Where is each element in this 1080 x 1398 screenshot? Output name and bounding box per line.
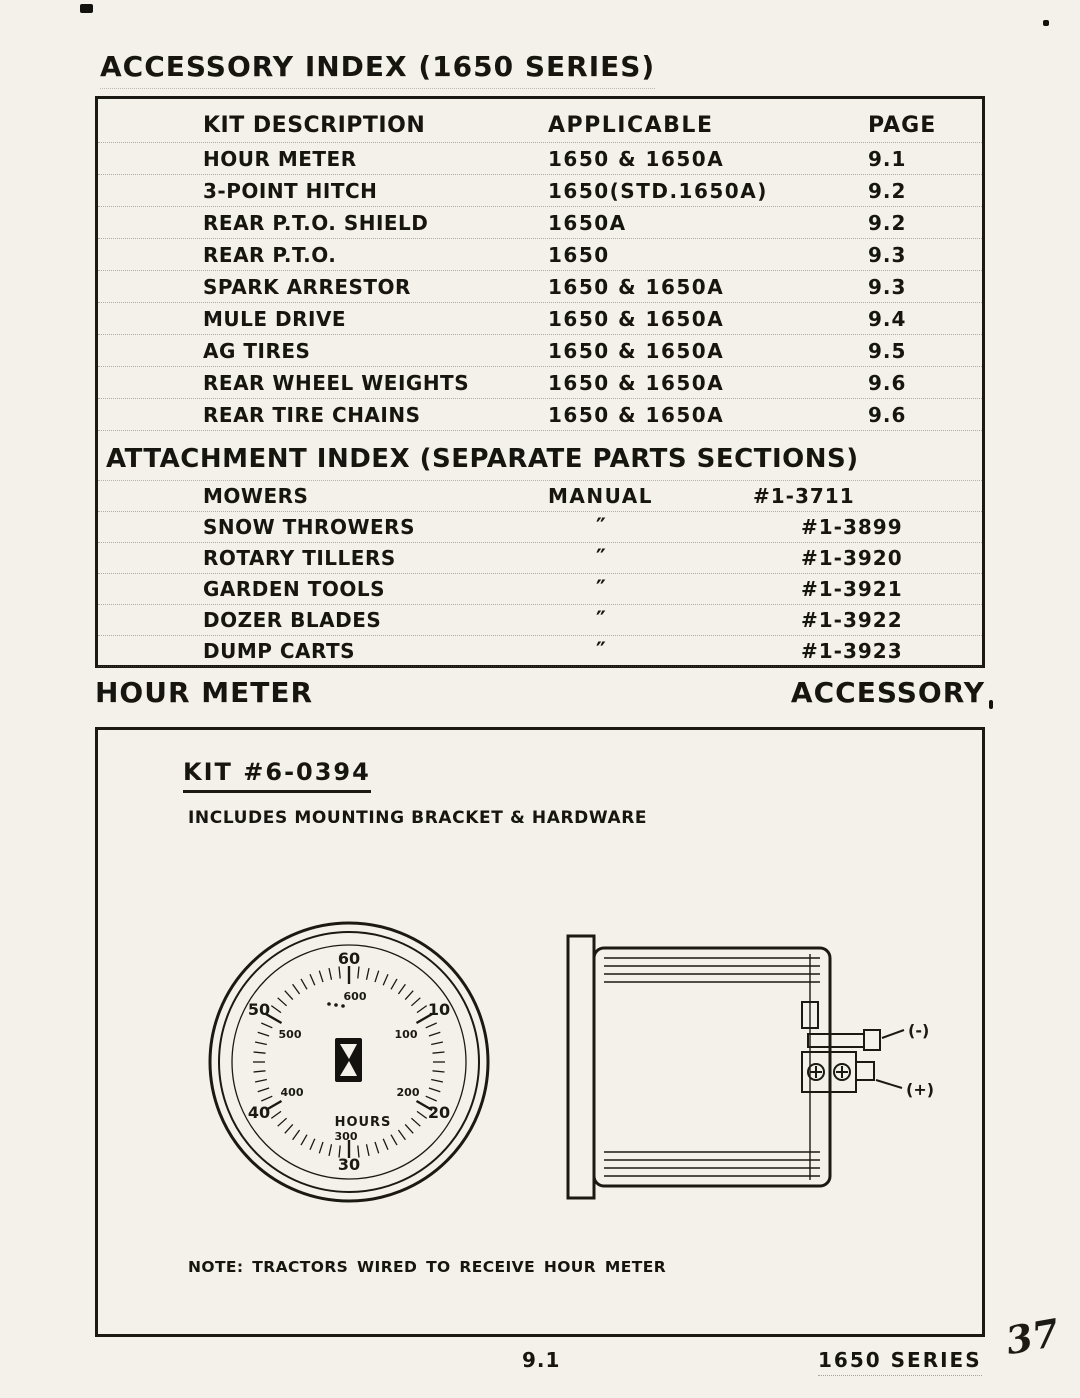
attachment-index-heading — [98, 437, 982, 481]
page-ref: 9.2 — [868, 210, 907, 235]
page-ref: 9.6 — [868, 402, 907, 427]
negative-terminal-label: (-) — [908, 1021, 930, 1040]
attachment-description: DOZER BLADES — [203, 608, 382, 632]
accessory-index-table — [98, 109, 982, 431]
ditto-mark: ″ — [596, 576, 608, 602]
accessory-heading: ACCESSORY — [790, 676, 985, 709]
part-number: #1-3921 — [801, 577, 903, 601]
scan-smudge — [989, 700, 993, 709]
kit-description: 3-POINT HITCH — [203, 178, 378, 203]
table-row — [98, 335, 982, 367]
meter-bezel — [568, 936, 594, 1198]
table-row — [98, 367, 982, 399]
applicable-models: 1650(STD.1650A) — [548, 178, 768, 203]
applicable-models: 1650 & 1650A — [548, 338, 725, 363]
table-row — [98, 636, 982, 667]
gauge-label-600: 600 — [343, 990, 367, 1003]
attachment-description: ROTARY TILLERS — [203, 546, 396, 570]
footer-page-number: 9.1 — [522, 1348, 561, 1372]
kit-description: REAR P.T.O. SHIELD — [203, 210, 429, 235]
ditto-mark: ″ — [596, 514, 608, 540]
attachment-description: GARDEN TOOLS — [203, 577, 386, 601]
applicable-models: 1650 & 1650A — [548, 370, 725, 395]
positive-terminal-label: (+) — [906, 1080, 935, 1099]
part-number: #1-3923 — [801, 639, 903, 663]
attachment-manual: MANUAL — [548, 484, 653, 508]
accessory-index-box — [95, 96, 985, 668]
gauge-label-300: 300 — [334, 1130, 358, 1143]
applicable-models: 1650 — [548, 242, 610, 267]
gauge-label-40: 40 — [247, 1103, 271, 1122]
gauge-pointer-dot — [334, 1003, 338, 1007]
page-ref: 9.2 — [868, 178, 907, 203]
kit-includes-text: INCLUDES MOUNTING BRACKET & HARDWARE — [188, 808, 648, 828]
table-row — [98, 605, 982, 636]
applicable-models: 1650 & 1650A — [548, 274, 725, 299]
meter-body — [594, 948, 830, 1186]
table-row — [98, 543, 982, 574]
hour-meter-gauge-drawing — [203, 916, 495, 1208]
part-number: #1-3899 — [801, 515, 903, 539]
table-row — [98, 303, 982, 335]
part-number: #1-3711 — [753, 484, 855, 508]
gauge-label-400: 400 — [280, 1086, 304, 1099]
page-ref: 9.3 — [868, 274, 907, 299]
table-row — [98, 239, 982, 271]
gauge-pointer-dot — [341, 1004, 345, 1008]
attachment-index-title: ATTACHMENT INDEX (SEPARATE PARTS SECTIONS) — [106, 443, 859, 474]
kit-description: REAR P.T.O. — [203, 242, 337, 267]
kit-description: REAR WHEEL WEIGHTS — [203, 370, 470, 395]
gauge-label-100: 100 — [394, 1028, 418, 1041]
applicable-models: 1650 & 1650A — [548, 402, 725, 427]
terminal-tab-upper — [808, 1034, 864, 1047]
table-row — [98, 143, 982, 175]
wiring-note: NOTE: TRACTORS WIRED TO RECEIVE HOUR METER — [188, 1258, 667, 1276]
table-row — [98, 175, 982, 207]
gauge-label-500: 500 — [278, 1028, 302, 1041]
part-number: #1-3920 — [801, 546, 903, 570]
gauge-label-50: 50 — [247, 1000, 271, 1019]
gauge-label-60: 60 — [337, 949, 361, 968]
kit-number: KIT #6-0394 — [183, 758, 371, 793]
section-heading-row — [95, 676, 985, 709]
applicable-models: 1650 & 1650A — [548, 306, 725, 331]
leader-line-negative — [882, 1030, 904, 1038]
gauge-pointer-dot — [327, 1002, 331, 1006]
crimp-hatch-lines — [604, 954, 820, 1180]
page-ref: 9.1 — [868, 146, 907, 171]
ditto-mark: ″ — [596, 638, 608, 664]
gauge-unit-label: HOURS — [334, 1115, 392, 1130]
hour-meter-side-view-drawing — [558, 922, 938, 1212]
gauge-label-20: 20 — [427, 1103, 451, 1122]
page-ref: 9.5 — [868, 338, 907, 363]
attachment-description: SNOW THROWERS — [203, 515, 415, 539]
page-ref: 9.4 — [868, 306, 907, 331]
page-title: ACCESSORY INDEX (1650 SERIES) — [100, 50, 655, 89]
kit-description: HOUR METER — [203, 146, 357, 171]
leader-line-positive — [876, 1080, 902, 1088]
gauge-label-30: 30 — [337, 1155, 361, 1174]
table-row — [98, 399, 982, 431]
scan-smudge — [1043, 20, 1049, 26]
ditto-mark: ″ — [596, 545, 608, 571]
table-row — [98, 481, 982, 512]
table-row — [98, 271, 982, 303]
footer-series: 1650 SERIES — [818, 1348, 982, 1376]
kit-description: REAR TIRE CHAINS — [203, 402, 421, 427]
hour-meter-box — [95, 727, 985, 1337]
spade-terminal-lower — [856, 1062, 874, 1080]
attachment-description: MOWERS — [203, 484, 309, 508]
table-row — [98, 207, 982, 239]
kit-description: SPARK ARRESTOR — [203, 274, 411, 299]
applicable-models: 1650 & 1650A — [548, 146, 725, 171]
attachment-index-table — [98, 481, 982, 667]
header-applicable: APPLICABLE — [548, 113, 714, 138]
hour-meter-heading: HOUR METER — [95, 676, 314, 709]
kit-description: AG TIRES — [203, 338, 311, 363]
gauge-label-200: 200 — [396, 1086, 420, 1099]
attachment-description: DUMP CARTS — [203, 639, 356, 663]
ditto-mark: ″ — [596, 607, 608, 633]
gauge-label-10: 10 — [427, 1000, 451, 1019]
table-header-row — [98, 109, 982, 143]
kit-description: MULE DRIVE — [203, 306, 347, 331]
table-row — [98, 512, 982, 543]
page-ref: 9.3 — [868, 242, 907, 267]
scan-smudge — [80, 4, 93, 13]
header-page: PAGE — [868, 113, 937, 138]
applicable-models: 1650A — [548, 210, 627, 235]
header-kit-description: KIT DESCRIPTION — [203, 113, 426, 138]
part-number: #1-3922 — [801, 608, 903, 632]
handwritten-page-mark: 37 — [1002, 1309, 1063, 1364]
spade-terminal-upper — [864, 1030, 880, 1050]
table-row — [98, 574, 982, 605]
page-ref: 9.6 — [868, 370, 907, 395]
